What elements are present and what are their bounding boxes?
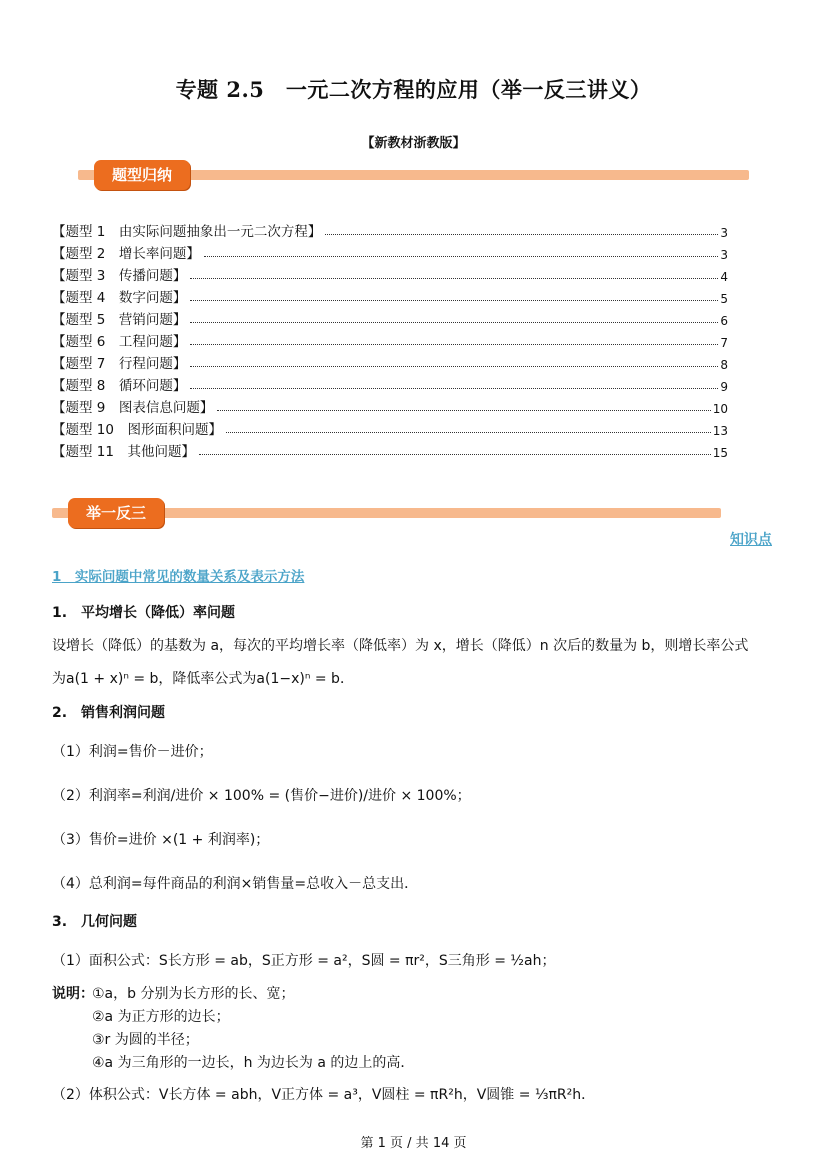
toc-item[interactable]: 【题型 5 营销问题】 6 xyxy=(52,312,728,328)
heading-growth-rate: 1. 平均增长（降低）率问题 xyxy=(52,605,236,621)
list-item: （2）利润率=利润/进价 × 100% = (售价−进价)/进价 × 100%； xyxy=(52,788,471,804)
list-item: （4）总利润=每件商品的利润×销售量=总收入－总支出． xyxy=(52,876,419,892)
toc-item[interactable]: 【题型 3 传播问题】 4 xyxy=(52,268,728,284)
banner-question-types: 题型归纳 xyxy=(94,160,190,190)
toc-item[interactable]: 【题型 10 图形面积问题】 13 xyxy=(52,422,728,438)
toc-item[interactable]: 【题型 4 数字问题】 5 xyxy=(52,290,728,306)
page-footer: 第 1 页 / 共 14 页 xyxy=(360,1136,467,1151)
toc-item[interactable]: 【题型 7 行程问题】 8 xyxy=(52,356,728,372)
page-title: 专题 2.5 一元二次方程的应用（举一反三讲义） xyxy=(175,77,652,102)
heading-sales-profit: 2. 销售利润问题 xyxy=(52,705,166,721)
section-link[interactable]: 1 实际问题中常见的数量关系及表示方法 xyxy=(52,569,305,585)
area-formula: （1）面积公式：S长方形 = ab，S正方形 = a²，S圆 = πr²，S三角形 = ½ah； xyxy=(52,953,556,969)
list-item: （3）售价=进价 ×(1 + 利润率)； xyxy=(52,832,270,848)
note-item: ④a 为三角形的一边长，h 为边长为 a 的边上的高． xyxy=(92,1055,415,1071)
page-subtitle: 【新教材浙教版】 xyxy=(361,136,466,151)
table-of-contents xyxy=(52,218,728,460)
banner-examples: 举一反三 xyxy=(68,498,164,528)
note-item: ③r 为圆的半径； xyxy=(92,1032,199,1048)
toc-item[interactable]: 【题型 11 其他问题】 15 xyxy=(52,444,728,460)
paragraph: 设增长（降低）的基数为 a，每次的平均增长率（降低率）为 x，增长（降低）n 次后的数量为 b，则增长率公式 xyxy=(52,638,749,654)
toc-item[interactable]: 【题型 2 增长率问题】 3 xyxy=(52,246,728,262)
paragraph: 为a(1 + x)ⁿ = b，降低率公式为a(1−x)ⁿ = b． xyxy=(52,671,354,687)
knowledge-point-link[interactable]: 知识点 xyxy=(730,532,772,548)
volume-formula: （2）体积公式：V长方体 = abh，V正方体 = a³，V圆柱 = πR²h，V圆锥 = ⅓πR²h． xyxy=(52,1087,596,1103)
note-item: ②a 为正方形的边长； xyxy=(92,1009,230,1025)
toc-item[interactable]: 【题型 1 由实际问题抽象出一元二次方程】 3 xyxy=(52,224,728,240)
toc-item[interactable]: 【题型 9 图表信息问题】 10 xyxy=(52,400,728,416)
note-label: 说明： xyxy=(52,986,94,1002)
toc-item[interactable]: 【题型 8 循环问题】 9 xyxy=(52,378,728,394)
toc-item[interactable]: 【题型 6 工程问题】 7 xyxy=(52,334,728,350)
list-item: （1）利润=售价－进价； xyxy=(52,744,213,760)
note-item: ①a，b 分别为长方形的长、宽； xyxy=(92,986,295,1002)
heading-geometry: 3. 几何问题 xyxy=(52,914,138,930)
